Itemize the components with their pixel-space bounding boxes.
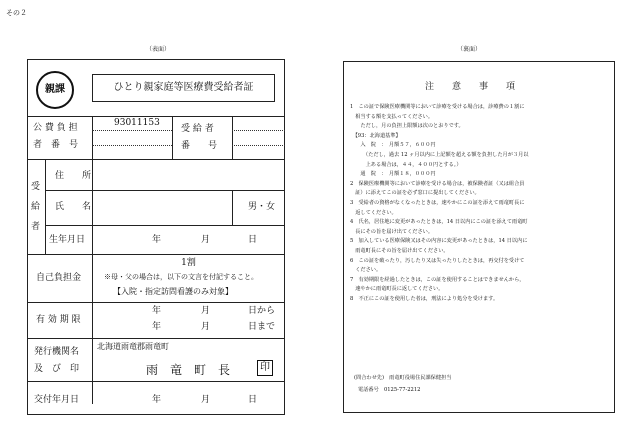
notice-line: 相当する額を支払ってください。 (350, 113, 434, 120)
dob-label: 生年月日 (49, 235, 86, 245)
valid-to-month: 月 (201, 322, 211, 332)
gender-options: 男・女 (248, 202, 276, 212)
insurer-number: 93011153 (114, 118, 160, 128)
notice-heading: 注 意 事 項 (425, 82, 516, 92)
notice-line: ください。 (350, 267, 382, 274)
notice-line: （ただし，過去 12 ヶ月以内に上記額を超える額を負担した月が３月以 (350, 151, 529, 158)
notice-body (350, 105, 612, 306)
issuer-address: 北海道雨竜郡雨竜町 (97, 342, 169, 351)
insurer-label-1: 公 費 負 担 (33, 123, 78, 133)
notice-line: 雨竜町長にその旨を届け出てください。 (350, 247, 449, 254)
issue-date-label: 交付年月日 (34, 395, 80, 405)
person-label-1: 受 (31, 182, 41, 192)
dob-month: 月 (201, 235, 211, 245)
back-side-label: （裏面） (457, 46, 482, 53)
notice-line: 6 この証を破ったり，汚したり又は失ったりしたときは，再交付を受けて (350, 257, 525, 264)
copay-label: 自己負担金 (36, 273, 82, 283)
notice-line: 1 この証で保険医療機関等において診療を受ける場合は，診療費の１割に (350, 104, 525, 110)
notice-line: 3 受給者の資格がなくなったときは，速やかにこの証を添えて雨竜町長に (350, 199, 525, 206)
notice-line: 通 院 ： 月額１８，０００円 (350, 171, 436, 178)
issue-day: 日 (248, 395, 258, 405)
copay-bracket: 【入院・指定訪問看護のみ対象】 (113, 287, 233, 296)
notice-line: 返してください。 (350, 209, 397, 216)
issuer-label-1: 発行機関名 (34, 347, 80, 357)
notice-line: 長にその旨を届け出てください。 (350, 228, 434, 235)
copay-note: ※母・父の場合は，以下の文言を付記すること。 (104, 273, 258, 281)
person-label-3: 者 (31, 222, 41, 232)
notice-line: 証）に添えてこの証を必ず窓口に提出してください。 (350, 190, 480, 197)
notice-line: 2 保険医療機関等において診療を受ける場合は，被保険者証（又は組合員 (350, 180, 525, 187)
notice-line: 入 院 ： 月額５７，６００円 (350, 142, 436, 149)
issue-year: 年 (152, 395, 162, 405)
notice-line: 速やかに雨竜町長に返してください。 (350, 286, 444, 293)
address-label: 住 所 (55, 171, 92, 181)
seal-text: 印 (260, 362, 270, 373)
valid-from-day: 日から (248, 306, 276, 316)
contact-label: (問合わせ先) 雨竜町役場住民課保健担当 (354, 375, 452, 381)
valid-to-day: 日まで (248, 322, 276, 332)
front-side-label: （表面） (146, 46, 171, 53)
contact-phone: 電話番号 0125-77-2212 (358, 387, 421, 393)
notice-line: 8 不正にこの証を使用した者は，刑法により処分を受けます。 (350, 295, 499, 302)
valid-from-month: 月 (201, 306, 211, 316)
page-label: その２ (6, 9, 27, 17)
certificate-title: ひとり親家庭等医療費受給者証 (113, 82, 254, 93)
notice-line: 【93：北海道基準】 (350, 132, 401, 139)
notice-line: ただし，月の負担上限額は次のとおりです。 (350, 123, 464, 130)
recipient-label-1: 受 給 者 (181, 124, 214, 134)
notice-line: 上ある場合は，４４，４００円とする。） (350, 161, 462, 168)
badge-text: 親課 (45, 84, 65, 95)
insurer-label-2: 者 番 号 (33, 140, 79, 150)
recipient-label-2: 番 号 (181, 141, 218, 151)
valid-from-year: 年 (152, 306, 162, 316)
notice-line: 4 氏名，居住地に変更があったときは，14 日以内にこの証を添えて雨竜町 (350, 219, 528, 226)
copay-rate: 1割 (181, 258, 196, 268)
notice-line: 5 加入している医療保険又はその内容に変更があったときは，14 日以内に (350, 238, 528, 245)
valid-to-year: 年 (152, 322, 162, 332)
dob-year: 年 (152, 235, 162, 245)
issuer-label-2: 及 び 印 (34, 364, 80, 374)
issue-month: 月 (201, 395, 211, 405)
dob-day: 日 (248, 235, 258, 245)
person-label-2: 給 (31, 202, 41, 212)
notice-line: 7 有効期限を経過したときは，この証を使用することはできませんから， (350, 276, 525, 283)
issuer-name: 雨 竜 町 長 (146, 363, 231, 377)
validity-label: 有 効 期 限 (36, 315, 81, 325)
name-label: 氏 名 (55, 202, 92, 212)
